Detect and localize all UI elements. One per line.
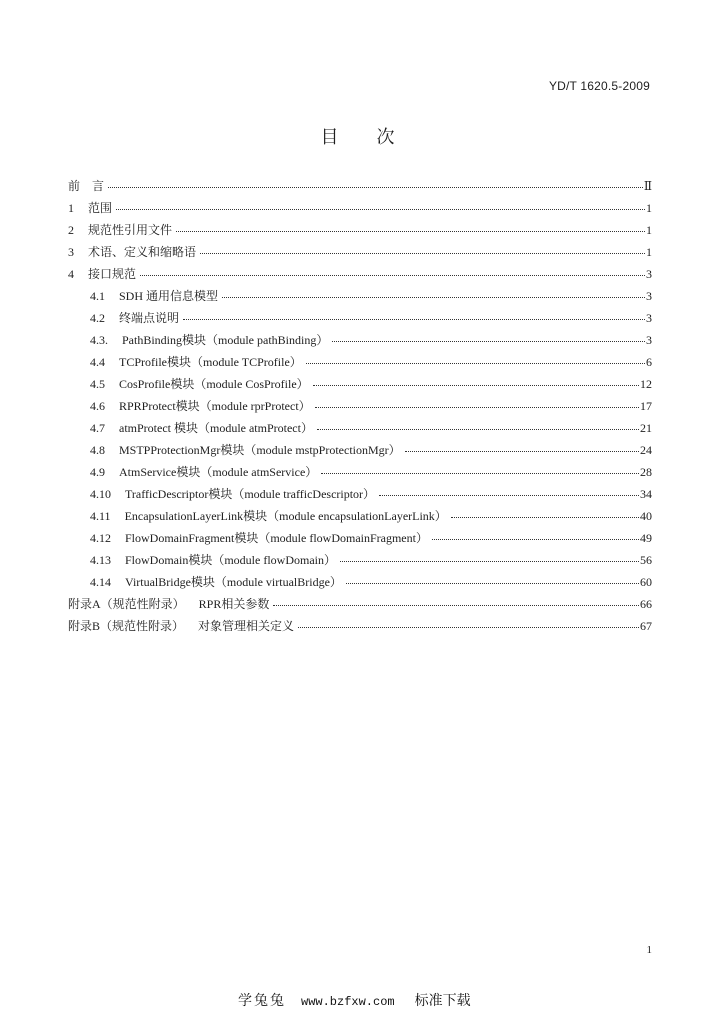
toc-entry-4-3 [90, 329, 652, 351]
toc-entry-4-6 [90, 395, 652, 417]
toc-entry-number: 4.4 [90, 355, 105, 369]
toc-entry-page: 1 [646, 245, 652, 259]
toc-entry-title: 规范性引用文件 [88, 223, 173, 237]
toc-entry-page: 24 [640, 443, 652, 457]
toc-entry-number: 4.2 [90, 311, 105, 325]
toc-entry-page: 3 [646, 333, 652, 347]
toc-entry-page: 1 [646, 223, 652, 237]
dot-leader [176, 231, 645, 232]
toc-entry-number: 附录B（规范性附录） [68, 619, 185, 633]
toc-entry-4-4 [90, 351, 652, 373]
toc-entry-page: 21 [640, 421, 652, 435]
toc-entry-title: TrafficDescriptor模块（module trafficDescriptor） [125, 487, 376, 501]
toc-entry-title: 范围 [88, 201, 113, 215]
toc-entry-title: SDH 通用信息模型 [119, 289, 219, 303]
toc-entry-page: 3 [646, 289, 652, 303]
toc-entry-page: 66 [640, 597, 652, 611]
dot-leader [108, 187, 643, 188]
toc-entry-title: FlowDomainFragment模块（module flowDomainFragment） [125, 531, 428, 545]
toc-entry-4-1 [90, 285, 652, 307]
footer-url: www.bzfxw.com [301, 995, 395, 1009]
dot-leader [306, 363, 645, 364]
toc-entry-page: 3 [646, 267, 652, 281]
toc-entry-title: FlowDomain模块（module flowDomain） [125, 553, 336, 567]
dot-leader [379, 495, 639, 496]
toc-entry-number: 4.7 [90, 421, 105, 435]
toc-entry-title: atmProtect 模块（module atmProtect） [119, 421, 313, 435]
toc-entry-page: 40 [640, 509, 652, 523]
toc-entry-4-10 [90, 483, 652, 505]
toc-entry-number: 4.3. [90, 333, 108, 347]
toc-entry-page: 6 [646, 355, 652, 369]
toc-entry-number: 4 [68, 267, 74, 281]
dot-leader [315, 407, 639, 408]
footer-watermark [238, 992, 471, 1012]
toc-entry-page: 60 [640, 575, 652, 589]
dot-leader [340, 561, 639, 562]
dot-leader [140, 275, 645, 276]
dot-leader [183, 319, 645, 320]
toc-entry-4-13 [90, 549, 652, 571]
dot-leader [321, 473, 639, 474]
toc-entry-appendix-b [68, 615, 652, 637]
toc-entry-3 [68, 241, 652, 263]
toc-entry-title: 前 言 [68, 179, 105, 193]
toc-entry-page: 1 [646, 201, 652, 215]
toc-entry-page: 56 [640, 553, 652, 567]
toc-entry-number: 4.11 [90, 509, 111, 523]
toc-entry-number: 1 [68, 201, 74, 215]
standard-code: YD/T 1620.5-2009 [548, 79, 650, 93]
toc-entry-4-7 [90, 417, 652, 439]
dot-leader [273, 605, 639, 606]
toc-entry-number: 4.5 [90, 377, 105, 391]
page-title: 目 次 [320, 127, 405, 148]
dot-leader [451, 517, 639, 518]
toc-entry-title: EncapsulationLayerLink模块（module encapsulationLayerLink） [124, 509, 447, 523]
toc-entry-4 [68, 263, 652, 285]
toc-entry-title: MSTPProtectionMgr模块（module mstpProtectionMgr） [119, 443, 401, 457]
toc-entry-number: 4.1 [90, 289, 105, 303]
toc-entry-4-8 [90, 439, 652, 461]
toc-entry-2 [68, 219, 652, 241]
dot-leader [432, 539, 639, 540]
toc-entry-1 [68, 197, 652, 219]
toc-entry-number: 3 [68, 245, 74, 259]
toc-entry-number: 4.10 [90, 487, 111, 501]
footer-brand: 学兔兔 [238, 994, 286, 1009]
toc-entry-number: 4.13 [90, 553, 111, 567]
toc-entry-4-12 [90, 527, 652, 549]
toc-entry-title: 接口规范 [88, 267, 137, 281]
toc-entry-4-14 [90, 571, 652, 593]
toc-entry-page: 12 [640, 377, 652, 391]
dot-leader [346, 583, 639, 584]
toc-entry-page: 67 [640, 619, 652, 633]
toc-entry-appendix-a [68, 593, 652, 615]
toc-entry-page: 49 [640, 531, 652, 545]
toc-entry-title: 对象管理相关定义 [198, 619, 295, 633]
toc-entry-title: 终端点说明 [119, 311, 180, 325]
dot-leader [116, 209, 645, 210]
toc-entry-number: 2 [68, 223, 74, 237]
toc-entry-number: 4.6 [90, 399, 105, 413]
dot-leader [200, 253, 645, 254]
toc-entry-title: PathBinding模块（module pathBinding） [122, 333, 329, 347]
toc-entry-4-5 [90, 373, 652, 395]
toc-entry-page: 28 [640, 465, 652, 479]
table-of-contents [68, 175, 652, 637]
toc-entry-number: 附录A（规范性附录） [68, 597, 185, 611]
dot-leader [405, 451, 639, 452]
page-number: 1 [646, 944, 652, 956]
toc-entry-4-11 [90, 505, 652, 527]
dot-leader [332, 341, 645, 342]
toc-entry-title: VirtualBridge模块（module virtualBridge） [125, 575, 342, 589]
toc-entry-number: 4.12 [90, 531, 111, 545]
toc-entry-page: Ⅱ [643, 179, 652, 193]
toc-entry-number: 4.9 [90, 465, 105, 479]
dot-leader [222, 297, 645, 298]
toc-entry-preface [68, 175, 652, 197]
toc-entry-number: 4.8 [90, 443, 105, 457]
dot-leader [313, 385, 639, 386]
toc-entry-title: RPR相关参数 [198, 597, 270, 611]
dot-leader [298, 627, 639, 628]
toc-entry-4-2 [90, 307, 652, 329]
toc-entry-title: 术语、定义和缩略语 [88, 245, 197, 259]
toc-entry-title: CosProfile模块（module CosProfile） [119, 377, 309, 391]
footer-tagline: 标准下载 [414, 994, 471, 1009]
toc-entry-title: RPRProtect模块（module rprProtect） [119, 399, 311, 413]
toc-entry-title: TCProfile模块（module TCProfile） [119, 355, 302, 369]
toc-entry-page: 34 [640, 487, 652, 501]
toc-entry-page: 3 [646, 311, 652, 325]
toc-entry-4-9 [90, 461, 652, 483]
toc-entry-title: AtmService模块（module atmService） [119, 465, 318, 479]
toc-entry-number: 4.14 [90, 575, 111, 589]
toc-entry-page: 17 [640, 399, 652, 413]
dot-leader [317, 429, 639, 430]
